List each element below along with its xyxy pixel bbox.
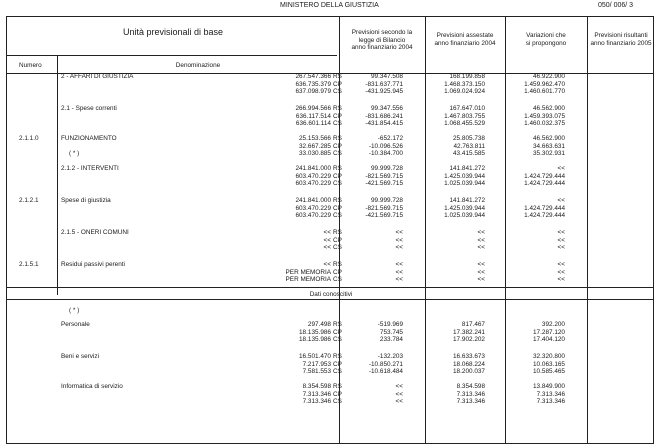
row-value: 7.313.346 [536, 390, 565, 398]
row-value: 267.547.366 [295, 73, 331, 80]
row-value: 99.347.556 [371, 105, 403, 112]
row-value: << [395, 276, 403, 284]
row-value: << [557, 261, 565, 268]
row-value: << [395, 268, 403, 276]
row-value: 7.313.346 [456, 390, 485, 398]
row-value: 17.287.120 [533, 328, 565, 336]
row-code: CS [333, 244, 342, 252]
dati-title: Dati conoscitivi [309, 291, 353, 298]
row-value: << [395, 261, 403, 268]
row-value: 25.805.738 [453, 135, 485, 142]
row-value: << [477, 229, 485, 236]
row-value: 636.735.379 [295, 80, 331, 88]
row-value: 17.902.202 [453, 336, 485, 344]
row-value: 99.347.508 [371, 73, 403, 80]
row-value: 34.663.631 [533, 142, 565, 150]
header-denominazione: Denominazione [175, 62, 221, 69]
row-value: -519.969 [377, 321, 403, 328]
row-value: 297.498 [307, 321, 331, 328]
row-value: 1.424.729.444 [524, 172, 565, 180]
row-name: 2 - AFFARI DI GIUSTIZIA [61, 73, 134, 80]
row-value: << [557, 244, 565, 252]
row-value: << [477, 276, 485, 284]
row-value: 7.313.346 [456, 398, 485, 406]
row-value: 603.470.229 [295, 204, 331, 212]
row-value: -132.203 [377, 353, 403, 360]
row-name: Spese di giustizia [61, 197, 111, 204]
row-value: 1.468.373.150 [444, 80, 485, 88]
row-value: 33.030.885 [299, 150, 331, 158]
row-value: 1.025.039.944 [444, 180, 485, 188]
row-value: 16.501.470 [299, 353, 331, 360]
row-value: -10.384.700 [368, 150, 403, 158]
header-col3-line1: Variazioni che [526, 32, 566, 39]
row-code: CP [333, 80, 342, 88]
row-number: 2.1.1.0 [19, 135, 39, 142]
row-value: << [557, 229, 565, 236]
row-value: << [395, 236, 403, 244]
row-value: 1.460.032.375 [524, 120, 565, 128]
divider [587, 17, 588, 443]
row-code: CP [333, 360, 342, 368]
row-value: -10.618.484 [368, 368, 403, 376]
row-value: 99.999.728 [371, 165, 403, 172]
row-value: 46.562.900 [533, 105, 565, 112]
row-value: 8.354.598 [456, 383, 485, 390]
row-value: << [323, 236, 331, 244]
row-name: Residui passivi perenti [61, 261, 125, 268]
row-value: 241.841.000 [295, 197, 331, 204]
row-value: 817.467 [461, 321, 485, 328]
row-name: 2.1.5 - ONERI COMUNI [61, 229, 129, 236]
row-value: << [395, 383, 403, 390]
row-number: 2.1.2.1 [19, 197, 39, 204]
row-value: << [557, 236, 565, 244]
row-value: -652.172 [377, 135, 403, 142]
header-col2-line2: anno finanziario 2004 [434, 39, 496, 47]
row-code: RS [333, 197, 342, 204]
row-value: 167.647.010 [449, 105, 485, 112]
row-value: 233.784 [379, 336, 403, 344]
row-code: CP [333, 390, 342, 398]
row-value: 10.063.165 [533, 360, 565, 368]
row-value: << [557, 276, 565, 284]
row-value: 7.581.553 [302, 368, 331, 376]
row-value: -821.569.715 [365, 172, 403, 180]
row-code: RS [333, 165, 342, 172]
row-value: -10.850.271 [368, 360, 403, 368]
row-value: 1.467.803.755 [444, 112, 485, 120]
row-value: 1.459.393.075 [524, 112, 565, 120]
row-value: PER MEMORIA [285, 276, 331, 284]
row-value: 16.633.673 [453, 353, 485, 360]
row-value: 25.153.566 [299, 135, 331, 142]
row-number: 2.1.5.1 [19, 261, 39, 268]
row-value: 603.470.229 [295, 212, 331, 220]
row-code: CP [333, 268, 342, 276]
row-code: RS [333, 229, 342, 236]
header-unita: Unità previsionali di base [122, 27, 224, 37]
row-value: 10.585.465 [533, 368, 565, 376]
row-value: 1.459.962.470 [524, 80, 565, 88]
row-value: -831.637.771 [365, 80, 403, 88]
row-code: CS [333, 368, 342, 376]
row-code: CS [333, 88, 342, 96]
header-col1-line2: legge di Bilancio [358, 36, 406, 44]
header-col4-line1: Previsioni risultanti [594, 32, 648, 39]
row-code: RS [333, 261, 342, 268]
row-name: 2.1.2 - INTERVENTI [61, 165, 119, 172]
row-value: 168.199.858 [449, 73, 485, 80]
divider [7, 55, 337, 56]
row-code: CP [333, 236, 342, 244]
row-code: CS [333, 276, 342, 284]
row-code: RS [333, 321, 342, 328]
row-value: -831.686.241 [365, 112, 403, 120]
page-code: 050/ 006/ 3 [598, 2, 634, 9]
row-value: -431.925.945 [365, 88, 403, 96]
row-value: << [477, 236, 485, 244]
row-value: 32.320.800 [533, 353, 565, 360]
row-value: 1.068.455.529 [444, 120, 485, 128]
row-value: -10.096.526 [368, 142, 403, 150]
row-value: 266.994.566 [295, 105, 331, 112]
page-title: MINISTERO DELLA GIUSTIZIA [280, 2, 379, 9]
row-value: 637.098.979 [295, 88, 331, 96]
row-code: CP [333, 112, 342, 120]
row-name-note: ( * ) [69, 150, 80, 158]
header-numero: Numero [19, 62, 42, 69]
row-value: 99.999.728 [371, 197, 403, 204]
row-value: << [323, 261, 331, 268]
row-value: 7.217.953 [302, 360, 331, 368]
header-col1-line1: Previsioni secondo la [351, 29, 413, 36]
divider [505, 17, 506, 443]
row-value: 1.069.024.924 [444, 88, 485, 96]
row-code: RS [333, 73, 342, 80]
row-value: 753.745 [379, 328, 403, 336]
row-name: FUNZIONAMENTO [61, 135, 117, 142]
dati-star: ( * ) [69, 307, 80, 314]
row-code: CS [333, 120, 342, 128]
row-name: Informatica di servizio [61, 383, 123, 390]
row-value: 636.601.114 [295, 120, 331, 128]
row-value: 141.841.272 [449, 197, 485, 204]
row-code: CS [333, 150, 342, 158]
row-name: 2.1 - Spese correnti [61, 105, 117, 112]
row-code: CS [333, 398, 342, 406]
row-value: << [323, 229, 331, 236]
row-value: 17.382.241 [453, 328, 485, 336]
row-value: 17.404.120 [533, 336, 565, 344]
row-value: 241.841.000 [295, 165, 331, 172]
row-value: 603.470.229 [295, 172, 331, 180]
row-value: -821.569.715 [365, 204, 403, 212]
row-value: -431.854.415 [365, 120, 403, 128]
header-col1-line3: anno finanziario 2004 [351, 44, 413, 52]
row-value: 18.135.986 [299, 336, 331, 344]
row-name: Personale [61, 321, 90, 328]
row-value: << [395, 390, 403, 398]
row-code: CP [333, 328, 342, 336]
row-value: 35.302.931 [533, 150, 565, 158]
row-value: 1.460.601.770 [524, 88, 565, 96]
row-value: 392.200 [541, 321, 565, 328]
row-value: 1.424.729.444 [524, 180, 565, 188]
row-name: Beni e servizi [61, 353, 100, 360]
row-code: RS [333, 353, 342, 360]
row-value: 141.841.272 [449, 165, 485, 172]
row-value: 1.424.729.444 [524, 212, 565, 220]
divider [425, 17, 426, 443]
row-value: << [477, 244, 485, 252]
header-col3-line2: si propongono [525, 39, 567, 47]
row-value: << [477, 261, 485, 268]
row-code: CS [333, 212, 342, 220]
row-code: CS [333, 180, 342, 188]
row-value: 1.425.039.944 [444, 172, 485, 180]
divider [7, 287, 653, 288]
row-value: 7.313.346 [302, 398, 331, 406]
row-code: CP [333, 142, 342, 150]
row-value: 603.470.229 [295, 180, 331, 188]
row-value: 1.424.729.444 [524, 204, 565, 212]
row-value: 18.200.037 [453, 368, 485, 376]
row-value: 18.135.986 [299, 328, 331, 336]
row-value: 13.849.900 [533, 383, 565, 390]
row-value: 32.667.285 [299, 142, 331, 150]
row-value: -421.569.715 [365, 180, 403, 188]
row-value: << [557, 268, 565, 276]
row-value: -421.569.715 [365, 212, 403, 220]
row-value: 636.117.514 [295, 112, 331, 120]
row-value: PER MEMORIA [285, 268, 331, 276]
row-code: CP [333, 204, 342, 212]
row-value: 43.415.585 [453, 150, 485, 158]
row-value: << [323, 244, 331, 252]
row-value: 7.313.346 [536, 398, 565, 406]
row-code: CP [333, 172, 342, 180]
row-code: RS [333, 383, 342, 390]
header-col2-line1: Previsioni assestate [436, 32, 494, 39]
row-code: RS [333, 135, 342, 142]
row-code: CS [333, 336, 342, 344]
row-value: << [395, 398, 403, 406]
divider [7, 299, 653, 300]
row-value: 46.562.900 [533, 135, 565, 142]
row-value: 1.025.039.944 [444, 212, 485, 220]
row-value: 46.922.900 [533, 73, 565, 80]
row-value: 42.763.811 [453, 142, 485, 150]
row-value: << [395, 229, 403, 236]
divider [57, 55, 58, 295]
row-value: 7.313.346 [302, 390, 331, 398]
row-value: 18.068.224 [453, 360, 485, 368]
row-code: RS [333, 105, 342, 112]
row-value: << [557, 165, 565, 172]
row-value: 8.354.598 [302, 383, 331, 390]
row-value: << [557, 197, 565, 204]
row-value: << [477, 268, 485, 276]
row-value: 1.425.039.944 [444, 204, 485, 212]
header-col4-line2: anno finanziario 2005 [590, 39, 652, 47]
row-value: << [395, 244, 403, 252]
budget-table [6, 16, 654, 444]
